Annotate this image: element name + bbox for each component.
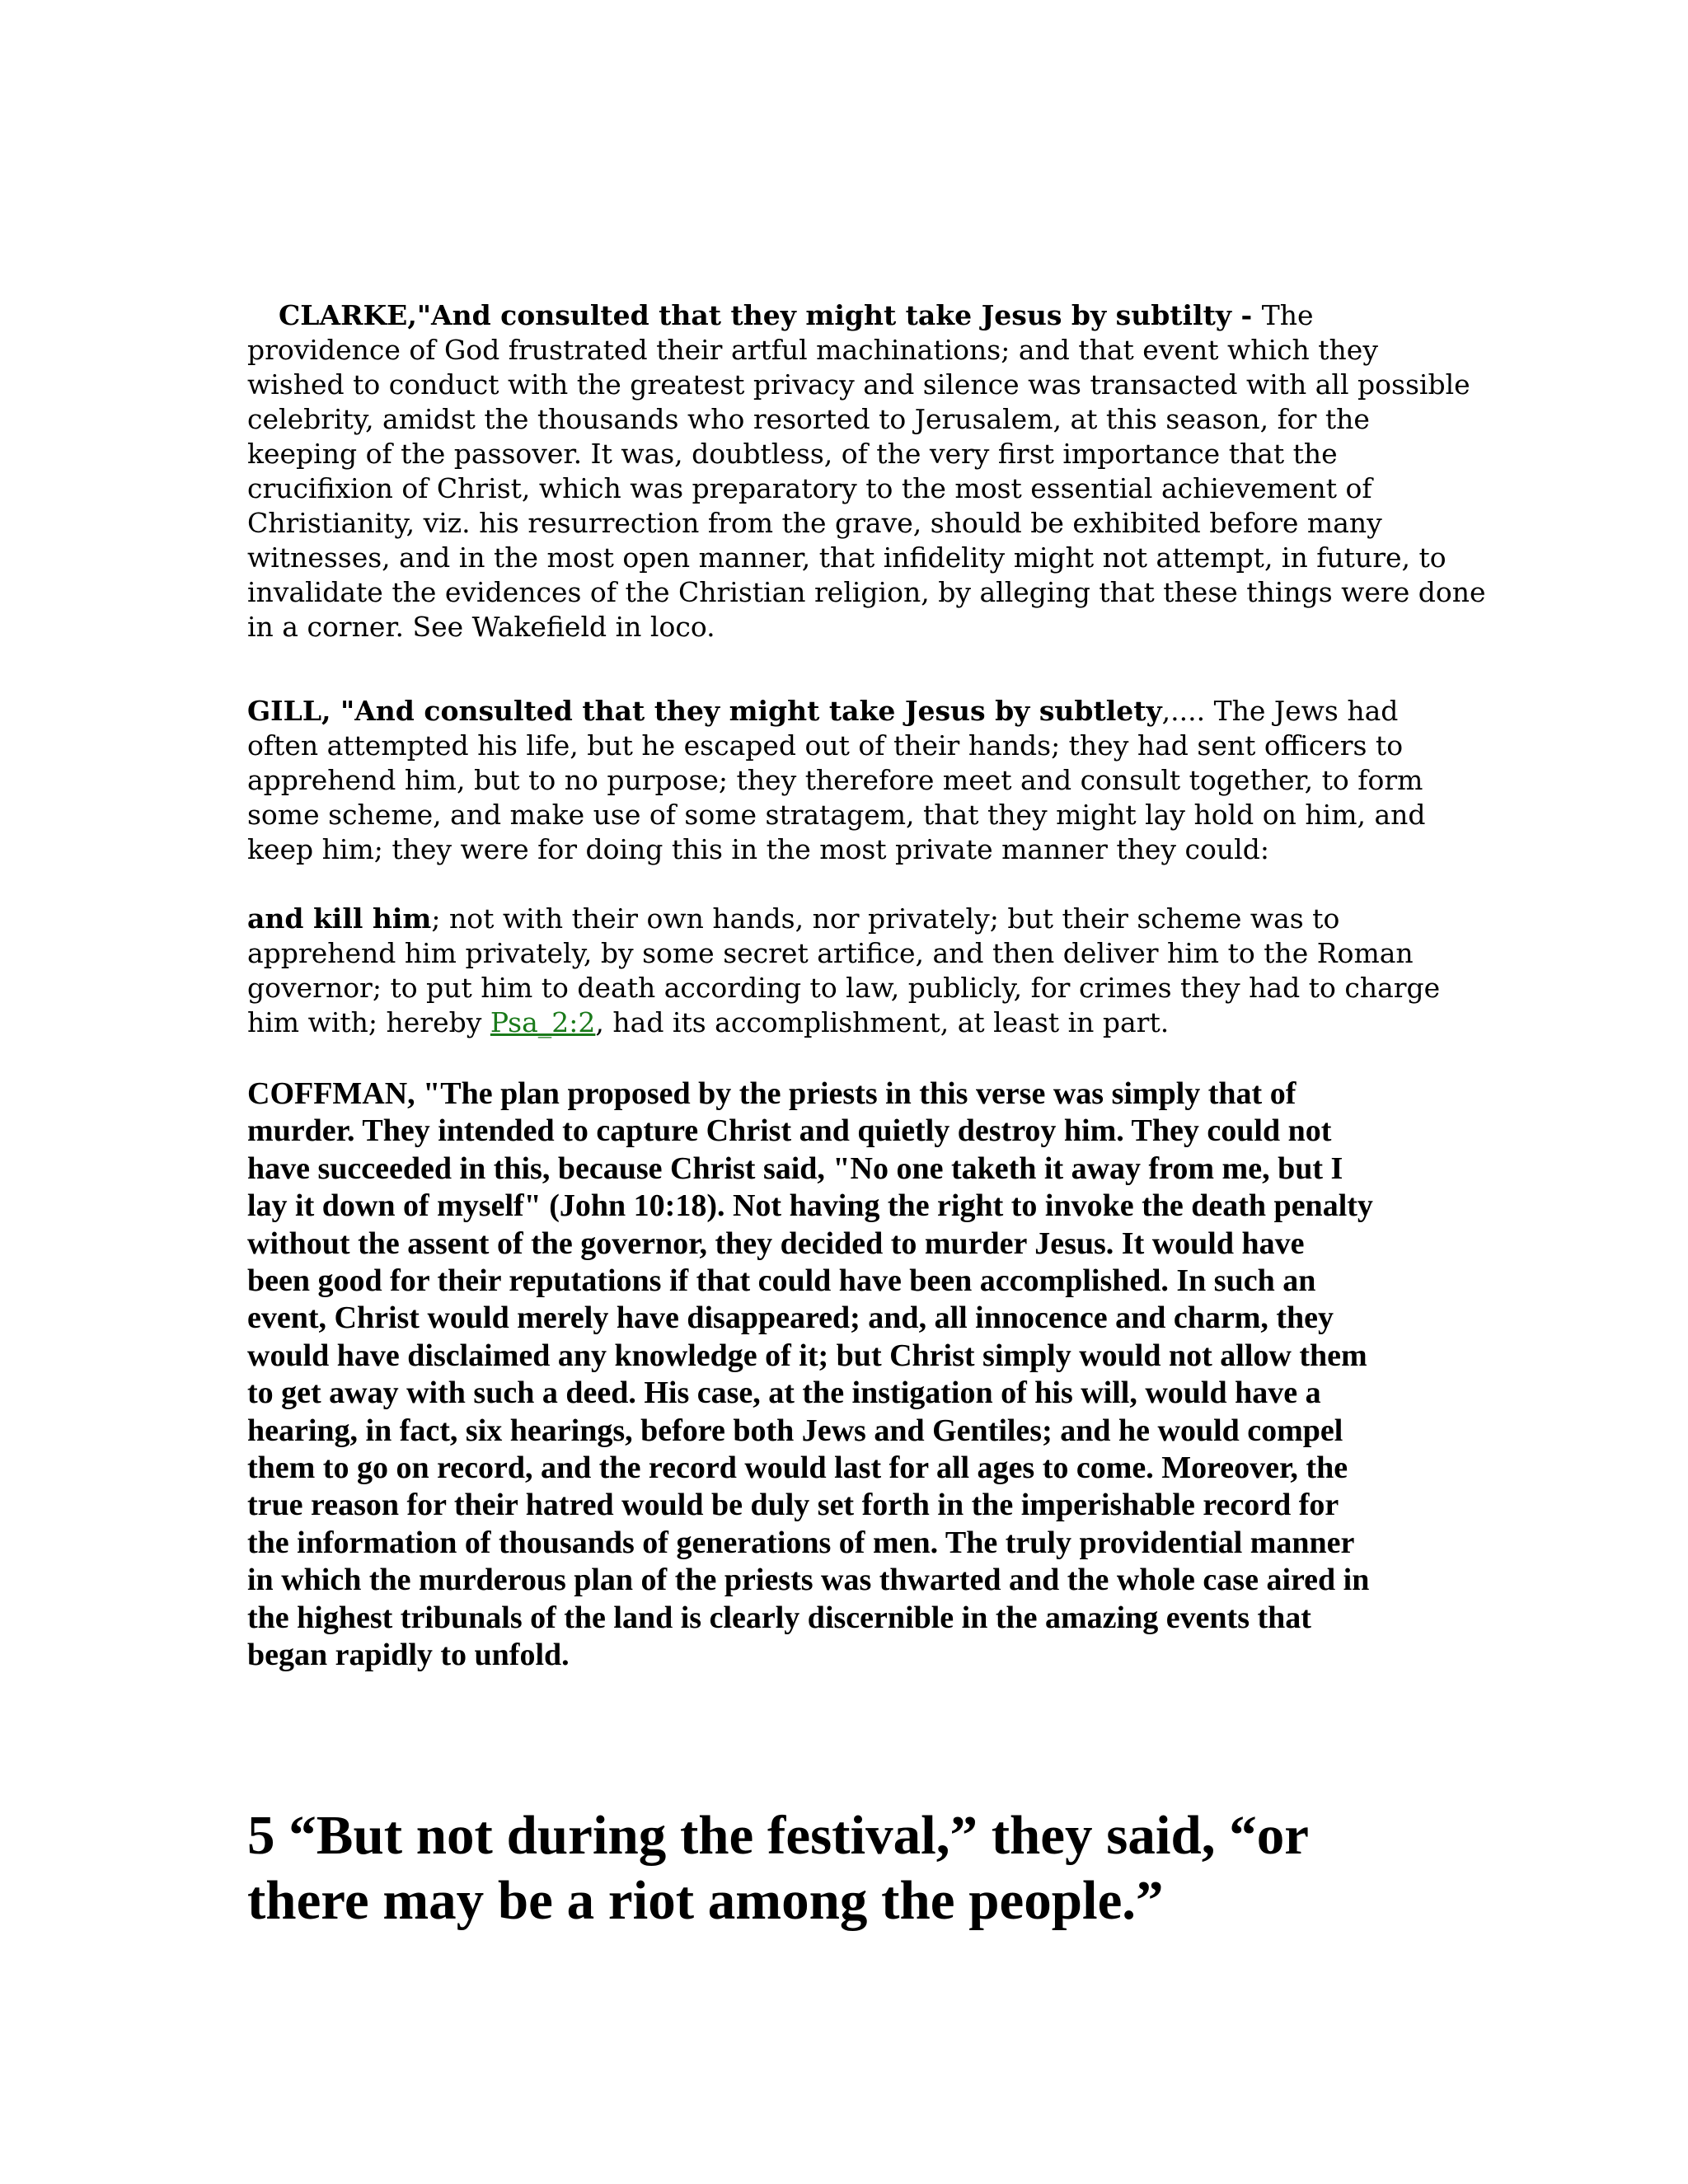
clarke-line: wished to conduct with the greatest privacy and silence was transacted with all possible: [247, 368, 1470, 401]
gill-line: keep him; they were for doing this in the most private manner they could:: [247, 833, 1269, 865]
gill-last-line: him with; hereby Psa_2:2, had its accomplishment, at least in part.: [247, 1006, 1170, 1038]
coffman-line: have succeeded in this, because Christ said, "No one taketh it away from me, but I: [247, 1151, 1343, 1186]
gill-p2-first-line: and kill him; not with their own hands, nor privately; but their scheme was to: [247, 902, 1340, 935]
coffman-line: began rapidly to unfold.: [247, 1638, 570, 1673]
coffman-line: the highest tribunals of the land is clearly discernible in the amazing events that: [247, 1600, 1311, 1635]
coffman-line: true reason for their hatred would be duly set forth in the imperishable record for: [247, 1488, 1339, 1523]
gill-line: often attempted his life, but he escaped out of their hands; they had sent officers to: [247, 729, 1404, 762]
gill-commentary: [247, 694, 1451, 867]
gill-p2-heading: and kill him: [247, 902, 432, 935]
gill-line: apprehend him, but to no purpose; they therefore meet and consult together, to form: [247, 764, 1423, 796]
gill-first-line: GILL, "And consulted that they might take Jesus by subtlety,.... The Jews had: [247, 695, 1399, 727]
clarke-line: Christianity, viz. his resurrection from the grave, should be exhibited before many: [247, 507, 1382, 539]
clarke-line: providence of God frustrated their artful machinations; and that event which they: [247, 334, 1378, 366]
gill-line: governor; to put him to death according to law, publicly, for crimes they had to charge: [247, 972, 1441, 1004]
gill-line: apprehend him privately, by some secret artifice, and then deliver him to the Roman: [247, 937, 1414, 969]
coffman-line: without the assent of the governor, they decided to murder Jesus. It would have: [247, 1226, 1305, 1261]
coffman-line: hearing, in fact, six hearings, before both Jews and Gentiles; and he would compel: [247, 1413, 1343, 1448]
gill-heading: GILL, "And consulted that they might take Jesus by subtlety: [247, 695, 1162, 727]
coffman-line: been good for their reputations if that could have been accomplished. In such an: [247, 1263, 1316, 1299]
coffman-line: in which the murderous plan of the priests was thwarted and the whole case aired in: [247, 1563, 1370, 1598]
clarke-line: invalidate the evidences of the Christian religion, by alleging that these things were done: [247, 576, 1486, 608]
clarke-line: in a corner. See Wakefield in loco.: [247, 611, 715, 643]
scripture-reference-link[interactable]: Psa_2:2: [490, 1006, 596, 1038]
clarke-line: celebrity, amidst the thousands who resorted to Jerusalem, at this season, for the: [247, 403, 1370, 435]
verse-line: there may be a riot among the people.”: [247, 1870, 1164, 1931]
verse-heading: [247, 1803, 1484, 1933]
clarke-line: keeping of the passover. It was, doubtless, of the very first importance that the: [247, 438, 1338, 470]
coffman-commentary: [247, 1076, 1451, 1675]
clarke-heading: CLARKE,"And consulted that they might take Jesus by subtilty -: [279, 299, 1262, 331]
coffman-line: event, Christ would merely have disappeared; and, all innocence and charm, they: [247, 1301, 1334, 1336]
gill-commentary-continued: [247, 902, 1451, 1040]
coffman-line: to get away with such a deed. His case, at the instigation of his will, would have a: [247, 1376, 1321, 1411]
coffman-line: them to go on record, and the record would last for all ages to come. Moreover, the: [247, 1451, 1348, 1486]
clarke-line: crucifixion of Christ, which was preparatory to the most essential achievement of: [247, 472, 1372, 504]
coffman-line: lay it down of myself" (John 10:18). Not having the right to invoke the death penalty: [247, 1188, 1373, 1224]
clarke-line: witnesses, and in the most open manner, that infidelity might not attempt, in future, to: [247, 541, 1447, 574]
coffman-line: the information of thousands of generations of men. The truly providential manner: [247, 1525, 1355, 1560]
coffman-line: COFFMAN, "The plan proposed by the priests in this verse was simply that of: [247, 1076, 1296, 1111]
verse-line: 5 “But not during the festival,” they said, “or: [247, 1805, 1309, 1866]
coffman-line: murder. They intended to capture Christ and quietly destroy him. They could not: [247, 1113, 1332, 1149]
gill-line: some scheme, and make use of some stratagem, that they might lay hold on him, and: [247, 799, 1426, 831]
coffman-line: would have disclaimed any knowledge of it; but Christ simply would not allow them: [247, 1338, 1367, 1373]
clarke-commentary: [247, 298, 1486, 644]
clarke-first-line: CLARKE,"And consulted that they might take Jesus by subtilty - The: [279, 299, 1314, 331]
